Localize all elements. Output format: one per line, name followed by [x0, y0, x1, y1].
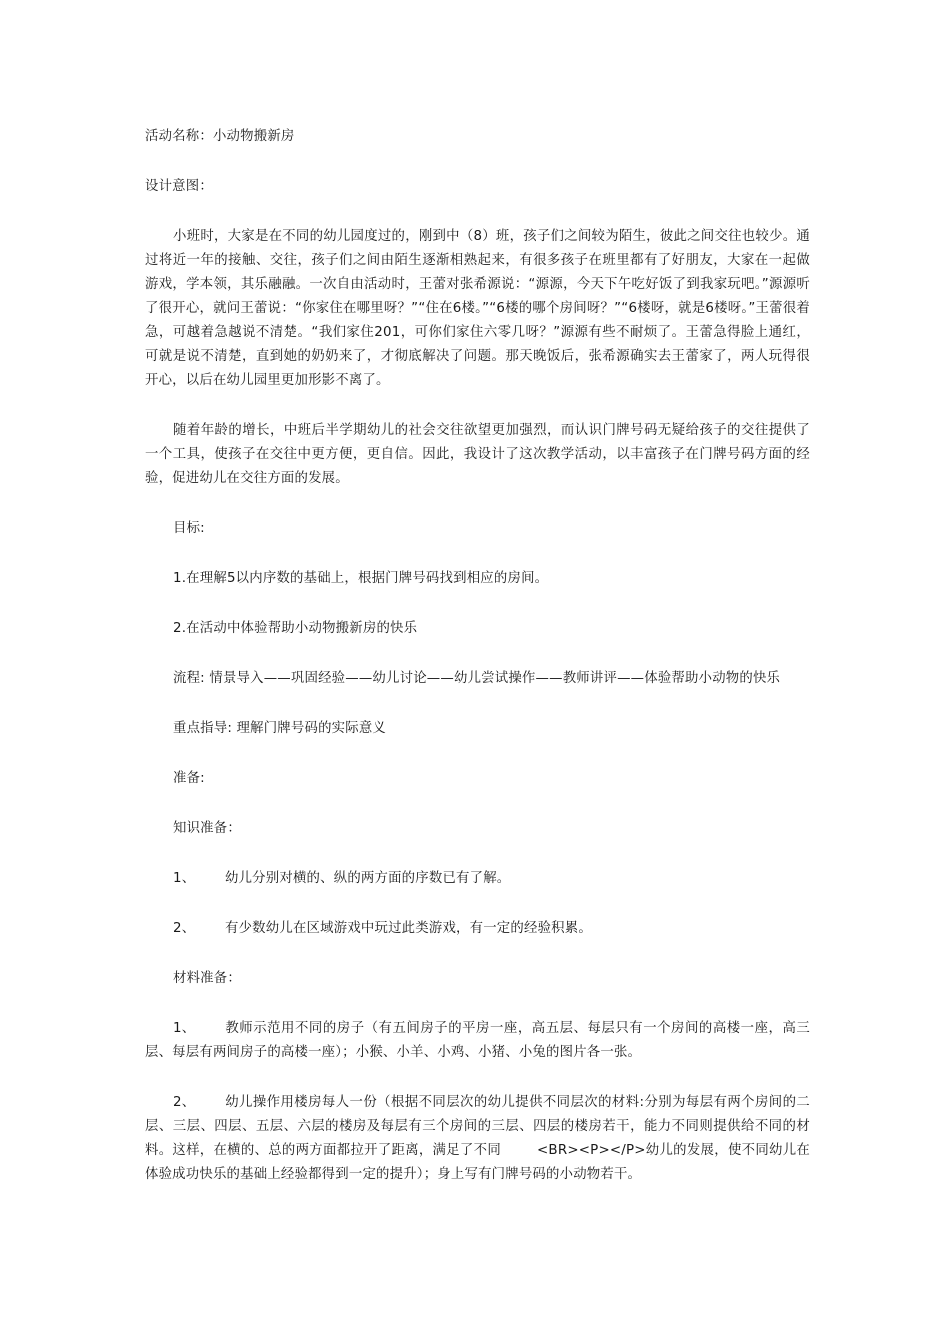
- intent-paragraph-2: 随着年龄的增长，中班后半学期幼儿的社会交往欲望更加强烈，而认识门牌号码无疑给孩子的交往提供了一个工具，使孩子在交往中更方便，更自信。因此，我设计了这次教学活动，以丰富孩子在门牌号码方面的经验，促进幼儿在交往方面的发展。: [145, 423, 810, 486]
- process-line: 流程: 情景导入——巩固经验——幼儿讨论——幼儿尝试操作——教师讲评——体验帮助小动物的快乐: [173, 671, 781, 686]
- material-prep-heading: 材料准备：: [173, 971, 241, 986]
- knowledge-item-number: 1、: [173, 871, 196, 886]
- goals-heading: 目标:: [173, 521, 205, 536]
- knowledge-prep-heading: 知识准备：: [173, 821, 241, 836]
- knowledge-item-text: 幼儿分别对横的、纵的两方面的序数已有了解。: [225, 871, 511, 886]
- material-item-text: 教师示范用不同的房子（有五间房子的平房一座，高五层、每层只有一个房间的高楼一座，高三层、每层有两间房子的高楼一座）；小猴、小羊、小鸡、小猪、小兔的图片各一张。: [145, 1021, 810, 1060]
- intent-paragraph-1: 小班时，大家是在不同的幼儿园度过的，刚到中（8）班，孩子们之间较为陌生，彼此之间交往也较少。通过将近一年的接触、交往，孩子们之间由陌生逐渐相熟起来，有很多孩子在班里都有了好朋友，大家在一起做游戏，学本领，其乐融融。一次自由活动时，王蕾对张希源说：“源源，今天下午吃好饭了到我家玩吧。”源源听了很开心，就问王蕾说：“你家住在哪里呀？”“住在6楼。”“6楼的哪个房间呀？”“6楼呀，就是6楼呀。”王蕾很着急，可越着急越说不清楚。“我们家住201，可你们家住六零几呀？”源源有些不耐烦了。王蕾急得脸上通红，可就是说不清楚，直到她的奶奶来了，才彻底解决了问题。那天晚饭后，张希源确实去王蕾家了，两人玩得很开心，以后在幼儿园里更加形影不离了。: [145, 229, 810, 388]
- html-tag-text: <BR><P></P>: [537, 1143, 646, 1158]
- key-guidance: 重点指导: 理解门牌号码的实际意义: [173, 721, 387, 736]
- knowledge-item: [145, 917, 810, 941]
- material-item-text-continued: 幼儿的发展，使不同幼儿在体验成功快乐的基础上经验都得到一定的提升）；身上写有门牌号码的小动物若干。: [145, 1143, 810, 1182]
- material-item: [145, 1017, 810, 1065]
- activity-title: 活动名称：小动物搬新房: [145, 129, 295, 144]
- design-intent-heading: 设计意图：: [145, 179, 213, 194]
- material-item: [145, 1091, 810, 1187]
- document-page: [145, 125, 810, 1187]
- material-item-text: 幼儿操作用楼房每人一份（根据不同层次的幼儿提供不同层次的材料:分别为每层有两个房间的二层、三层、四层、五层、六层的楼房及每层有三个房间的三层、四层的楼房若干，能力不同则提供给不同的材料。这样，在横的、总的两方面都拉开了距离，满足了不同: [145, 1095, 810, 1158]
- knowledge-item: [145, 867, 810, 891]
- material-item-number: 1、: [173, 1021, 196, 1036]
- knowledge-item-number: 2、: [173, 921, 196, 936]
- knowledge-item-text: 有少数幼儿在区域游戏中玩过此类游戏，有一定的经验积累。: [225, 921, 592, 936]
- material-item-number: 2、: [173, 1095, 196, 1110]
- goal-item-1: 1.在理解5以内序数的基础上，根据门牌号码找到相应的房间。: [173, 571, 549, 586]
- preparation-heading: 准备:: [173, 771, 205, 786]
- goal-item-2: 2.在活动中体验帮助小动物搬新房的快乐: [173, 621, 418, 636]
